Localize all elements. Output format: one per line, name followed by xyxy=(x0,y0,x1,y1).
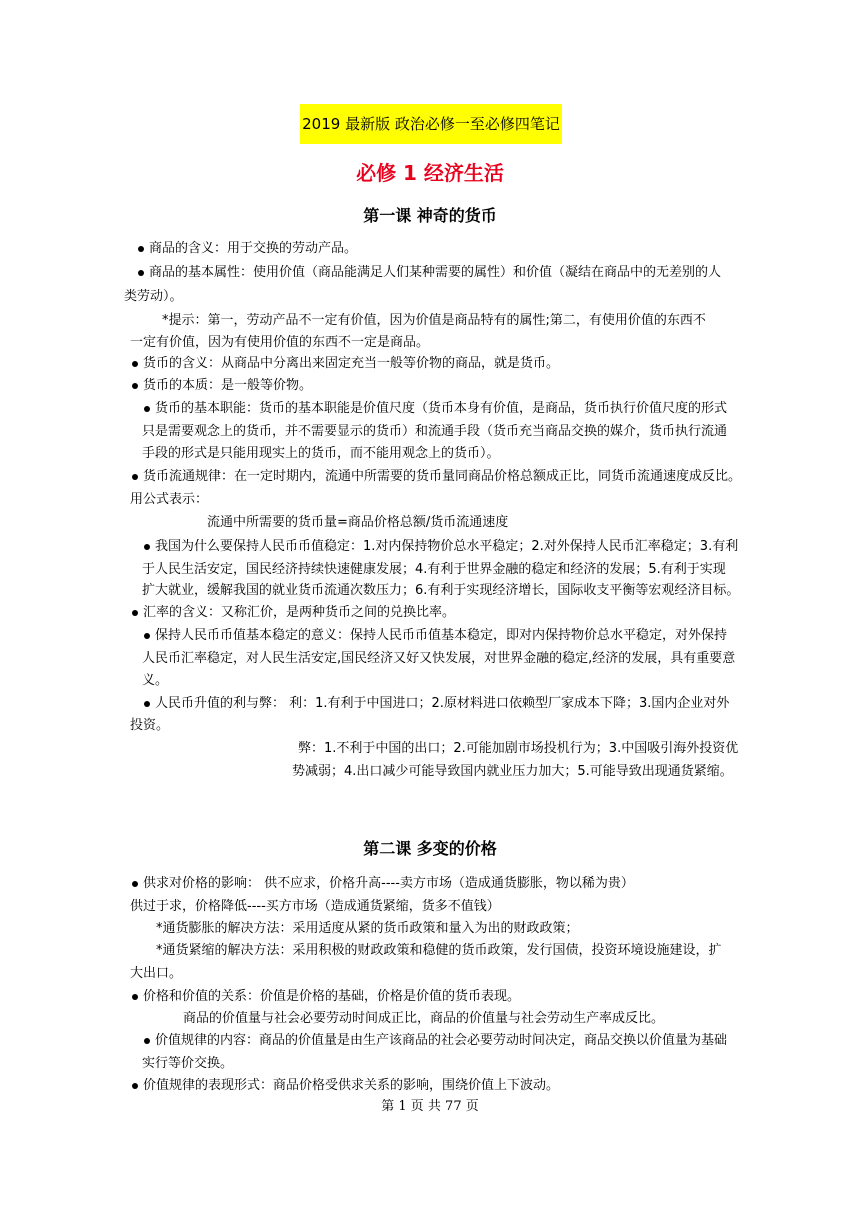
text-line: 投资。 xyxy=(130,718,170,733)
module-title: 必修 1 经济生活 xyxy=(356,161,504,185)
bullet-icon xyxy=(130,873,143,895)
bullet-icon xyxy=(142,625,155,647)
bullet-icon xyxy=(130,466,143,488)
text-line: 义。 xyxy=(142,673,169,688)
text-line: *通货膨胀的解决方法：采用适度从紧的货币政策和量入为出的财政政策； xyxy=(156,921,579,936)
bullet-icon xyxy=(142,536,155,558)
bullet-icon xyxy=(142,398,155,420)
text-line: 保持人民币币值基本稳定的意义：保持人民币币值基本稳定，即对内保持物价总水平稳定，对外保持 xyxy=(142,625,727,647)
bullet-icon xyxy=(142,693,155,715)
document-banner: 2019 最新版 政治必修一至必修四笔记 xyxy=(300,104,562,144)
text-line: 实行等价交换。 xyxy=(142,1056,234,1071)
bullet-icon xyxy=(130,986,143,1008)
bullet-icon xyxy=(130,1075,143,1097)
text-line: 商品的基本属性：使用价值（商品能满足人们某种需要的属性）和价值（凝结在商品中的无差别的人 xyxy=(136,262,721,284)
text-line: 商品的含义：用于交换的劳动产品。 xyxy=(136,238,357,260)
bullet-icon xyxy=(142,1030,155,1052)
bullet-icon xyxy=(130,602,143,624)
text-line: 货币流通规律：在一定时期内，流通中所需要的货币量同商品价格总额成正比，同货币流通速度成反比。 xyxy=(130,466,741,488)
text-line: 扩大就业，缓解我国的就业货币流通次数压力；6.有利于实现经济增长，国际收支平衡等宏观经济目标。 xyxy=(142,583,740,598)
text-line: 货币的基本职能：货币的基本职能是价值尺度（货币本身有价值，是商品，货币执行价值尺度的形式 xyxy=(142,398,727,420)
text-line: 汇率的含义：又称汇价，是两种货币之间的兑换比率。 xyxy=(130,602,455,624)
text-line: 只是需要观念上的货币，并不需要显示的货币）和流通手段（货币充当商品交换的媒介，货币执行流通 xyxy=(142,424,728,439)
text-line: 一定有价值，因为有使用价值的东西不一定是商品。 xyxy=(130,335,430,350)
text-line: 价格和价值的关系：价值是价格的基础，价格是价值的货币表现。 xyxy=(130,986,520,1008)
text-line: 货币的含义：从商品中分离出来固定充当一般等价物的商品，就是货币。 xyxy=(130,353,559,375)
bullet-icon xyxy=(130,353,143,375)
text-line: 类劳动）。 xyxy=(124,289,183,304)
text-line: 人民币汇率稳定，对人民生活安定,国民经济又好又快发展，对世界金融的稳定,经济的发展，具有重要意 xyxy=(142,651,736,666)
text-line: 于人民生活安定，国民经济持续快速健康发展；4.有利于世界金融的稳定和经济的发展；5.有利于实现 xyxy=(142,562,726,577)
text-line: *提示：第一，劳动产品不一定有价值，因为价值是商品特有的属性;第二，有使用价值的东西不 xyxy=(162,313,706,328)
bullet-icon xyxy=(136,238,149,260)
formula-line: 流通中所需要的货币量=商品价格总额/货币流通速度 xyxy=(207,515,509,530)
text-line: 我国为什么要保持人民币币值稳定：1.对内保持物价总水平稳定；2.对外保持人民币汇率稳定；3.有利 xyxy=(142,536,738,558)
text-line: 商品的价值量与社会必要劳动时间成正比，商品的价值量与社会劳动生产率成反比。 xyxy=(183,1011,665,1026)
text-line: 势减弱；4.出口减少可能导致国内就业压力加大；5.可能导致出现通货紧缩。 xyxy=(292,764,733,779)
text-line: 价值规律的表现形式：商品价格受供求关系的影响，围绕价值上下波动。 xyxy=(130,1075,559,1097)
text-line: 用公式表示： xyxy=(130,492,209,507)
text-line: 价值规律的内容：商品的价值量是由生产该商品的社会必要劳动时间决定，商品交换以价值量为基础 xyxy=(142,1030,727,1052)
text-line: 弊：1.不利于中国的出口；2.可能加剧市场投机行为；3.中国吸引海外投资优 xyxy=(298,741,739,756)
bullet-icon xyxy=(130,375,143,397)
text-line: 供求对价格的影响： 供不应求，价格升高----卖方市场（造成通货膨胀，物以稀为贵） xyxy=(130,873,634,895)
lesson-2-title: 第二课 多变的价格 xyxy=(363,839,497,858)
lesson-1-title: 第一课 神奇的货币 xyxy=(363,206,497,225)
text-line: 货币的本质：是一般等价物。 xyxy=(130,375,312,397)
text-line: 大出口。 xyxy=(130,966,183,981)
bullet-icon xyxy=(136,262,149,284)
page-footer: 第 1 页 共 77 页 xyxy=(381,1099,479,1114)
text-line: 手段的形式是只能用现实上的货币，而不能用观念上的货币）。 xyxy=(142,446,500,461)
text-line: 供过于求，价格降低----买方市场（造成通货紧缩，货多不值钱） xyxy=(130,899,500,914)
text-line: *通货紧缩的解决方法：采用积极的财政政策和稳健的货币政策，发行国债，投资环境设施建设，扩 xyxy=(156,943,722,958)
text-line: 人民币升值的利与弊： 利：1.有利于中国进口；2.原材料进口依赖型厂家成本下降；3.国内企业对外 xyxy=(142,693,729,715)
